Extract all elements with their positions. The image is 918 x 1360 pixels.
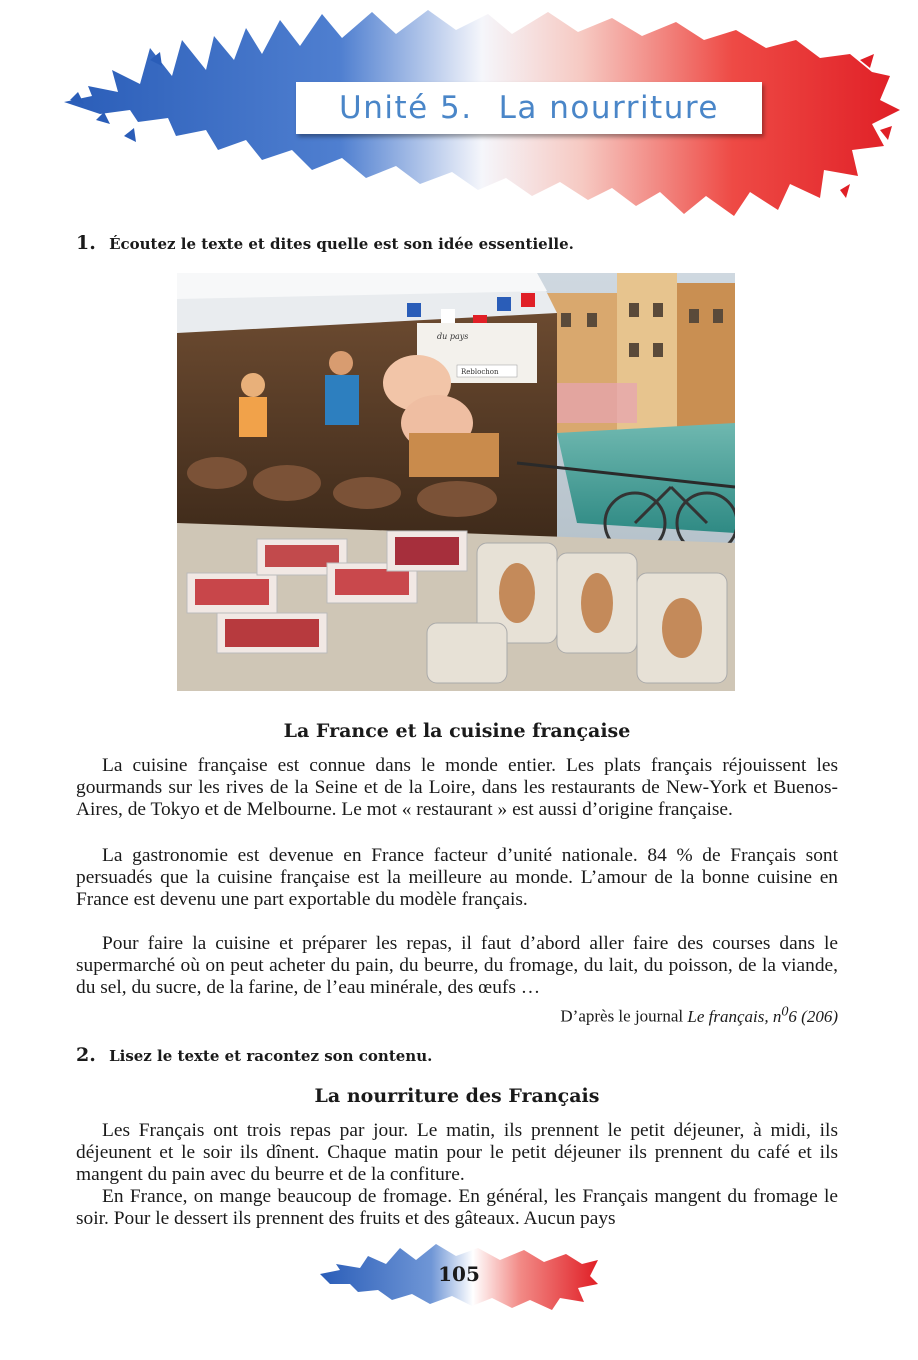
market-photo [177, 273, 735, 691]
text-1-paragraph-3: Pour faire la cuisine et préparer les repas, il faut d’abord aller faire des courses dans le supermarché où on peut acheter du pain, du beurre, du fromage, du lait, du poisson, de la viande, du sel, du sucre, de la farine, de l’eau minérale, des œufs … [76, 933, 838, 998]
text-1-paragraph-2: La gastronomie est devenue en France facteur d’unité nationale. 84 % de Français sont persuadés que la cuisine française est la meilleure au monde. L’amour de la bonne cuisine en France est devenu une part exportable du modèle français. [76, 845, 838, 910]
photo-sign-1: du pays [437, 332, 469, 341]
source-sup: 0 [781, 1003, 789, 1019]
task-2 [76, 1044, 432, 1066]
text-1-source [560, 1003, 838, 1027]
text-1-title: La France et la cuisine française [283, 720, 631, 742]
task-2-instruction: Lisez le texte et racontez son contenu. [109, 1047, 433, 1065]
page-number: 105 [438, 1262, 480, 1286]
text-2-paragraph-1: Les Français ont trois repas par jour. Le matin, ils prennent le petit déjeuner, à midi, ils déjeunent et le soir ils dînent. Chaque matin pour le petit déjeuner ils prennent du café et ils mangent du pain avec du beurre et de la confiture. [76, 1120, 838, 1185]
task-1-instruction: Écoutez le texte et dites quelle est son idée essentielle. [109, 235, 574, 253]
source-prefix: D’après le journal [560, 1006, 684, 1026]
source-issue: 6 (206) [788, 1006, 838, 1026]
unit-label: Unité 5. [339, 90, 473, 126]
task-1-number: 1. [76, 232, 96, 254]
task-2-number: 2. [76, 1044, 96, 1066]
text-2-paragraph-2: En France, on mange beaucoup de fromage. En général, les Français mangent du fromage le soir. Pour le dessert ils prennent des fruits et des gâteaux. Aucun pays [76, 1186, 838, 1229]
task-1 [76, 232, 574, 254]
text-2-title: La nourriture des Français [314, 1085, 600, 1107]
photo-sign-2: Reblochon [461, 368, 499, 376]
unit-title-box [296, 82, 762, 134]
text-1-paragraph-1: La cuisine française est connue dans le monde entier. Les plats français réjouissent les gourmands sur les rives de la Seine et de la Loire, dans les restaurants de New-York et Buenos-Aires, de Tokyo et de Melbourne. Le mot « restaurant » est aussi d’origine française. [76, 755, 838, 820]
unit-title: La nourriture [498, 90, 719, 126]
source-journal: Le français, $n^06$ (206) [687, 1003, 838, 1026]
